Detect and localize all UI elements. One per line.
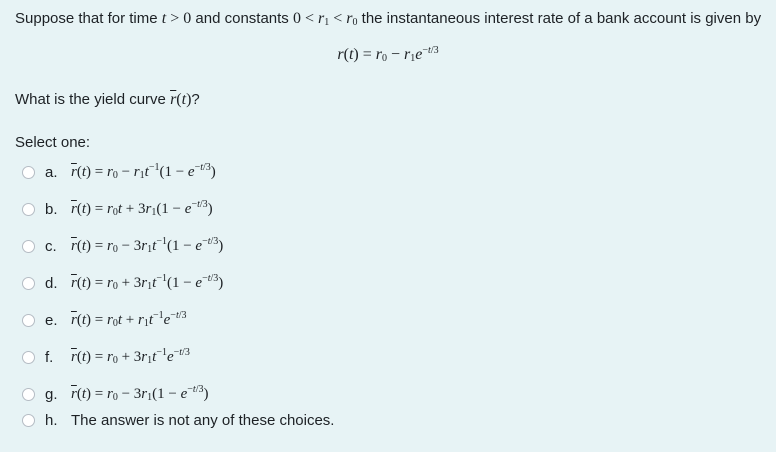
option-e-formula: $\overline{r}(t) = r_0t + r_1t^{-1}e^{-t/3}$ xyxy=(71,309,187,329)
radio-button[interactable] xyxy=(22,388,35,401)
option-g-formula: $\overline{r}(t) = r_0 - 3r_1(1 - e^{-t/3})$ xyxy=(71,383,209,403)
math-t-positive: t > 0 xyxy=(161,10,192,27)
option-c-formula: $\overline{r}(t) = r_0 - 3r_1t^{-1}(1 - e^{-t/3})$ xyxy=(71,235,224,255)
option-letter: e. xyxy=(45,311,58,329)
radio-button[interactable] xyxy=(22,277,35,290)
math-yield-curve: $\overline{r}(t)$ xyxy=(170,91,192,108)
option-letter: a. xyxy=(45,163,58,181)
option-c[interactable] xyxy=(22,234,223,258)
radio-button[interactable] xyxy=(22,414,35,427)
select-one-label: Select one: xyxy=(15,134,91,151)
option-e[interactable] xyxy=(22,308,187,332)
intro-middle: and constants xyxy=(191,10,293,27)
option-h[interactable] xyxy=(22,408,334,432)
option-g[interactable] xyxy=(22,382,208,406)
option-b[interactable] xyxy=(22,197,213,221)
option-a[interactable] xyxy=(22,160,216,184)
option-d[interactable] xyxy=(22,271,223,295)
option-letter: b. xyxy=(45,200,58,218)
option-a-formula: $\overline{r}(t) = r_0 - r_1t^{-1}(1 - e^{-t/3})$ xyxy=(71,161,216,181)
radio-button[interactable] xyxy=(22,240,35,253)
option-f[interactable] xyxy=(22,345,190,369)
option-h-text: The answer is not any of these choices. xyxy=(71,411,335,429)
option-letter: f. xyxy=(45,348,54,366)
radio-button[interactable] xyxy=(22,203,35,216)
question-intro xyxy=(15,10,761,28)
rate-equation: $r(t) = r_0 - r_1e^{-t/3}$ xyxy=(337,45,439,64)
radio-button[interactable] xyxy=(22,351,35,364)
math-constants: $0 < r_1 < r_0$ xyxy=(292,10,358,28)
option-letter: d. xyxy=(45,274,58,292)
ask-prefix: What is the yield curve xyxy=(15,91,171,108)
question-text xyxy=(15,91,200,109)
option-f-formula: $\overline{r}(t) = r_0 + 3r_1t^{-1}e^{-t/3}$ xyxy=(71,346,190,366)
option-b-formula: $\overline{r}(t) = r_0t + 3r_1(1 - e^{-t/3})$ xyxy=(71,198,213,218)
option-d-formula: $\overline{r}(t) = r_0 + 3r_1t^{-1}(1 - e^{-t/3})$ xyxy=(71,272,224,292)
intro-suffix: the instantaneous interest rate of a bank account is given by xyxy=(357,10,762,27)
option-letter: c. xyxy=(45,237,57,255)
ask-suffix: ? xyxy=(191,91,200,108)
option-letter: h. xyxy=(45,411,58,429)
intro-prefix: Suppose that for time xyxy=(15,10,162,27)
radio-button[interactable] xyxy=(22,166,35,179)
radio-button[interactable] xyxy=(22,314,35,327)
option-letter: g. xyxy=(45,385,58,403)
